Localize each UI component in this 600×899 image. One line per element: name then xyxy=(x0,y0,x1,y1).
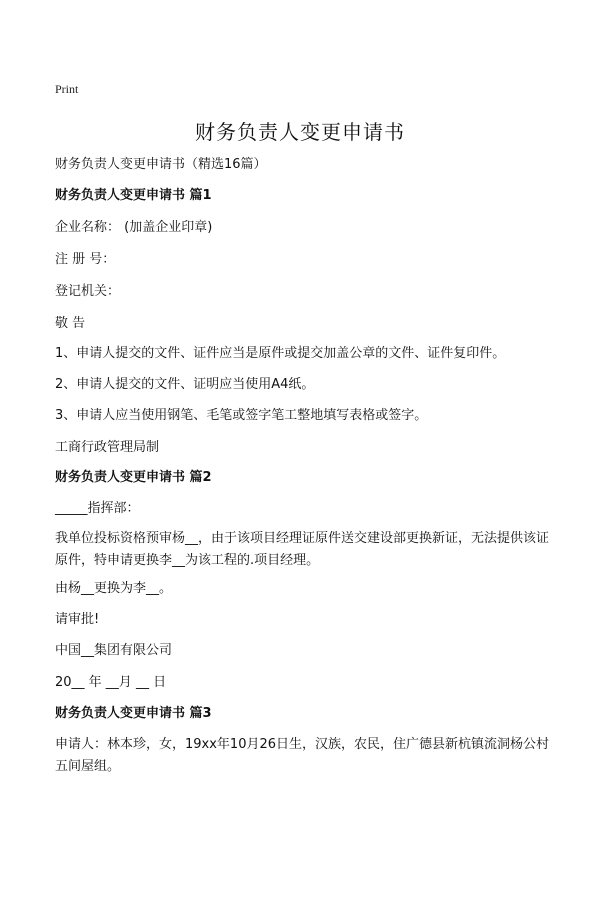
section-1-heading: 财务负责人变更申请书 篇1 xyxy=(55,188,212,203)
section-3-heading: 财务负责人变更申请书 篇3 xyxy=(55,706,212,721)
notice-item-1: 1、申请人提交的文件、证件应当是原件或提交加盖公章的文件、证件复印件。 xyxy=(55,346,506,361)
company-signature: 中国__集团有限公司 xyxy=(55,643,173,658)
notice-item-3: 3、申请人应当使用钢笔、毛笔或签字笔工整地填写表格或签字。 xyxy=(55,408,428,423)
notice-item-2: 2、申请人提交的文件、证明应当使用A4纸。 xyxy=(55,377,315,392)
section-2-heading: 财务负责人变更申请书 篇2 xyxy=(55,470,212,485)
notice-heading: 敬 告 xyxy=(55,316,86,331)
document-subtitle: 财务负责人变更申请书（精选16篇） xyxy=(55,157,267,172)
registration-number-field: 注 册 号： xyxy=(55,252,116,267)
section-3-applicant: 申请人：林本珍，女，19xx年10月26日生，汉族，农民，住广德县新杭镇流洞杨公村五间屋组。 xyxy=(55,737,550,774)
document-title: 财务负责人变更申请书 xyxy=(195,120,405,144)
change-line: 由杨__更换为李__。 xyxy=(55,581,173,596)
addressee-line: _____指挥部： xyxy=(55,501,140,516)
section-2-body: 我单位投标资格预审杨__，由于该项目经理证原件送交建设部更换新证，无法提供该证原件，特申请更换李__为该工程的.项目经理。 xyxy=(55,531,550,568)
company-name-field: 企业名称： (加盖企业印章) xyxy=(55,220,213,235)
registration-authority-field: 登记机关： xyxy=(55,284,121,299)
section-1-footer: 工商行政管理局制 xyxy=(55,440,160,455)
request-line: 请审批! xyxy=(55,612,100,627)
date-line: 20__ 年 __月 __ 日 xyxy=(55,675,167,690)
print-label[interactable]: Print xyxy=(55,82,79,96)
